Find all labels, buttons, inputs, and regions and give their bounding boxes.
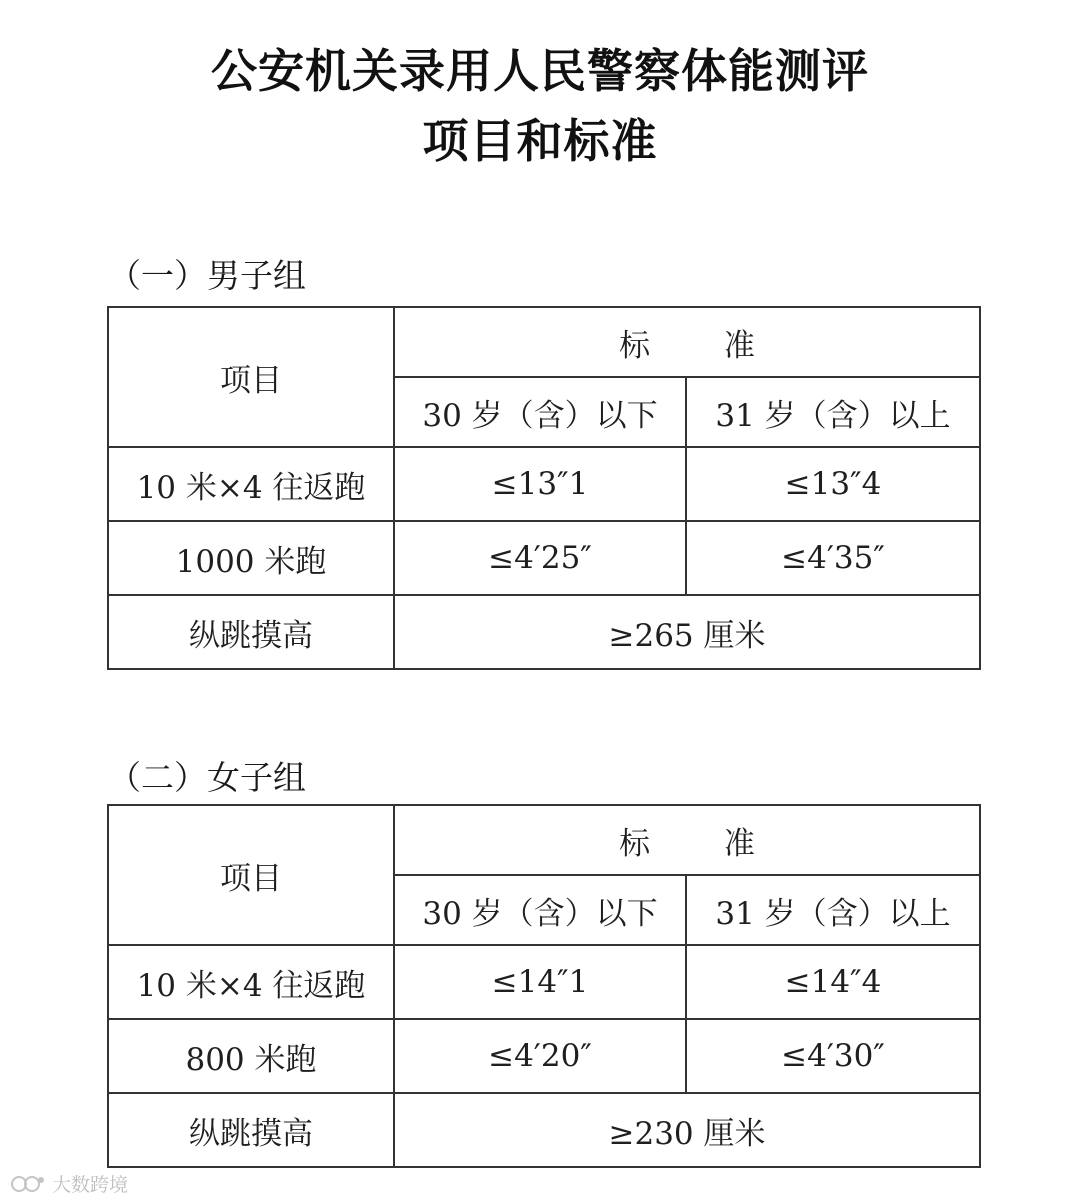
- merged-value-cell: ≥230 厘米: [394, 1093, 980, 1167]
- value-cell: ≤4′20″: [394, 1019, 686, 1093]
- value-cell: ≤4′25″: [394, 521, 686, 595]
- table-row: [108, 1093, 980, 1167]
- watermark: [10, 1170, 128, 1197]
- document-title-line-1: 公安机关录用人民警察体能测评: [211, 44, 869, 98]
- table-row: [108, 1019, 980, 1093]
- age-group-header-31-over: 31 岁（含）以上: [686, 377, 980, 447]
- male-group-heading: （一）男子组: [108, 256, 306, 295]
- value-cell: ≤4′35″: [686, 521, 980, 595]
- value-cell: ≤14″4: [686, 945, 980, 1019]
- document-title-line-2: 项目和标准: [422, 114, 658, 168]
- item-column-header: 项目: [108, 307, 394, 447]
- value-cell: ≤4′30″: [686, 1019, 980, 1093]
- age-group-header-30-under: 30 岁（含）以下: [394, 377, 686, 447]
- value-cell: ≤13″1: [394, 447, 686, 521]
- standard-header: [394, 805, 980, 875]
- item-name-cell: 1000 米跑: [108, 521, 394, 595]
- standard-header-label: 标 准: [619, 825, 787, 862]
- female-standards-table: [107, 804, 981, 1168]
- age-group-header-31-over: 31 岁（含）以上: [686, 875, 980, 945]
- item-name-cell: 纵跳摸高: [108, 1093, 394, 1167]
- value-cell: ≤14″1: [394, 945, 686, 1019]
- table-row: [108, 595, 980, 669]
- male-standards-table: [107, 306, 981, 670]
- merged-value-cell: ≥265 厘米: [394, 595, 980, 669]
- watermark-text: 大数跨境: [52, 1174, 129, 1196]
- item-column-header: 项目: [108, 805, 394, 945]
- age-group-header-30-under: 30 岁（含）以下: [394, 875, 686, 945]
- table-row: [108, 447, 980, 521]
- item-name-cell: 10 米×4 往返跑: [108, 447, 394, 521]
- female-group-heading: （二）女子组: [108, 758, 306, 797]
- standard-header-label: 标 准: [619, 327, 787, 364]
- watermark-logo-icon: [10, 1174, 46, 1194]
- item-name-cell: 纵跳摸高: [108, 595, 394, 669]
- table-row: [108, 521, 980, 595]
- value-cell: ≤13″4: [686, 447, 980, 521]
- item-name-cell: 800 米跑: [108, 1019, 394, 1093]
- item-name-cell: 10 米×4 往返跑: [108, 945, 394, 1019]
- table-row: [108, 945, 980, 1019]
- standard-header: [394, 307, 980, 377]
